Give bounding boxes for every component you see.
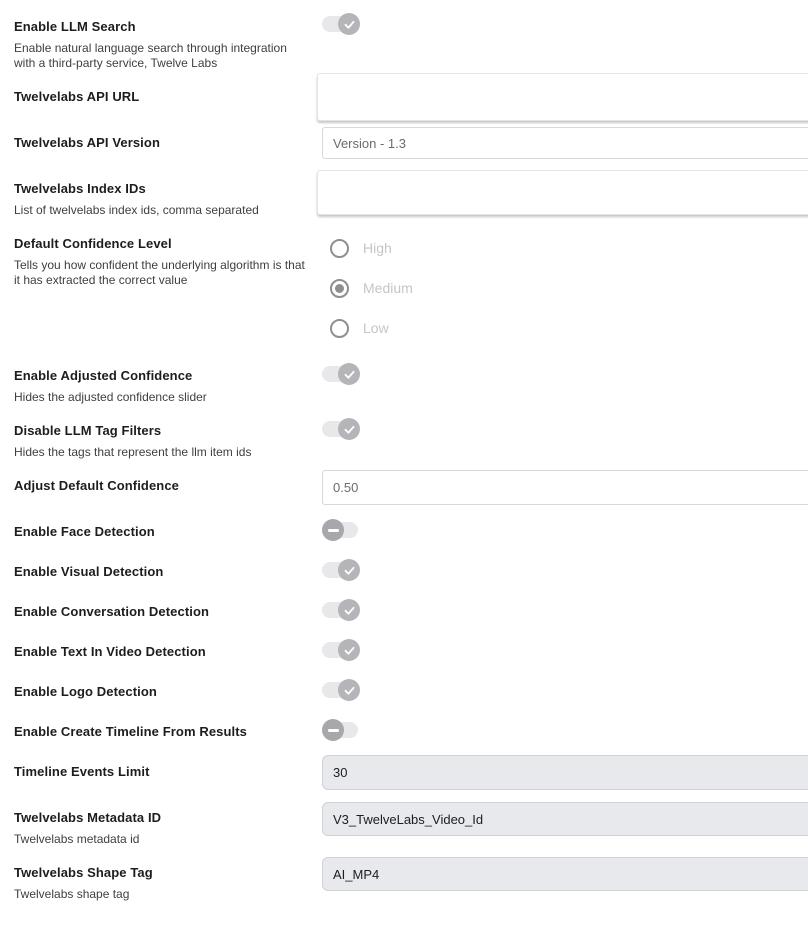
twelvelabs-shape-tag-input[interactable] xyxy=(322,857,808,891)
toggle-knob-check-icon xyxy=(338,559,360,581)
enable-conversation-detection-toggle[interactable] xyxy=(322,599,360,621)
setting-label: Enable Conversation Detection xyxy=(14,604,210,619)
default-confidence-radio-group xyxy=(330,238,413,358)
setting-enable-llm-search xyxy=(14,19,310,71)
radio-option-high[interactable] xyxy=(330,238,413,258)
setting-description: List of twelvelabs index ids, comma separated xyxy=(14,203,259,217)
setting-enable-logo-detection xyxy=(14,684,310,700)
toggle-knob-dash-icon xyxy=(322,519,344,541)
setting-label: Twelvelabs Index IDs xyxy=(14,181,146,196)
setting-label: Twelvelabs Shape Tag xyxy=(14,865,153,880)
twelvelabs-metadata-id-input[interactable] xyxy=(322,802,808,836)
toggle-knob-check-icon xyxy=(338,599,360,621)
setting-label: Timeline Events Limit xyxy=(14,764,150,779)
twelvelabs-api-url-textarea[interactable] xyxy=(317,73,808,121)
setting-twelvelabs-api-version xyxy=(14,135,310,151)
setting-label: Adjust Default Confidence xyxy=(14,478,180,493)
toggle-knob-check-icon xyxy=(338,363,360,385)
enable-create-timeline-from-results-toggle[interactable] xyxy=(322,719,360,741)
setting-description: Twelvelabs metadata id xyxy=(14,832,140,846)
setting-enable-text-in-video-detection xyxy=(14,644,310,660)
toggle-knob-check-icon xyxy=(338,418,360,440)
radio-circle-selected-icon xyxy=(330,279,349,298)
disable-llm-tag-filters-toggle[interactable] xyxy=(322,418,360,440)
setting-twelvelabs-index-ids xyxy=(14,181,310,218)
setting-label: Enable Face Detection xyxy=(14,524,155,539)
setting-enable-face-detection xyxy=(14,524,310,540)
toggle-knob-check-icon xyxy=(338,679,360,701)
radio-label: High xyxy=(363,240,392,256)
radio-option-medium[interactable] xyxy=(330,278,413,298)
enable-adjusted-confidence-toggle[interactable] xyxy=(322,363,360,385)
toggle-knob-check-icon xyxy=(338,639,360,661)
setting-label: Disable LLM Tag Filters xyxy=(14,423,162,438)
setting-enable-adjusted-confidence xyxy=(14,368,310,405)
setting-description: Hides the adjusted confidence slider xyxy=(14,390,207,404)
setting-description: Tells you how confident the underlying algorithm is that it has extracted the correct value xyxy=(14,258,305,287)
twelvelabs-index-ids-textarea[interactable] xyxy=(317,170,808,215)
enable-text-in-video-detection-toggle[interactable] xyxy=(322,639,360,661)
setting-enable-conversation-detection xyxy=(14,604,310,620)
toggle-knob-dash-icon xyxy=(322,719,344,741)
radio-label: Medium xyxy=(363,280,413,296)
adjust-default-confidence-input[interactable] xyxy=(322,470,808,505)
setting-label: Twelvelabs API URL xyxy=(14,89,140,104)
setting-label: Twelvelabs Metadata ID xyxy=(14,810,162,825)
enable-logo-detection-toggle[interactable] xyxy=(322,679,360,701)
radio-circle-icon xyxy=(330,239,349,258)
setting-enable-visual-detection xyxy=(14,564,310,580)
setting-twelvelabs-metadata-id xyxy=(14,810,310,847)
setting-twelvelabs-api-url xyxy=(14,89,310,105)
twelvelabs-api-version-select[interactable] xyxy=(322,127,808,159)
radio-option-low[interactable] xyxy=(330,318,413,338)
setting-twelvelabs-shape-tag xyxy=(14,865,310,902)
setting-label: Enable Adjusted Confidence xyxy=(14,368,193,383)
setting-label: Enable Logo Detection xyxy=(14,684,157,699)
enable-face-detection-toggle[interactable] xyxy=(322,519,360,541)
setting-label: Enable Create Timeline From Results xyxy=(14,724,247,739)
enable-llm-search-toggle[interactable] xyxy=(322,13,360,35)
setting-label: Twelvelabs API Version xyxy=(14,135,160,150)
setting-disable-llm-tag-filters xyxy=(14,423,310,460)
setting-adjust-default-confidence xyxy=(14,478,310,494)
radio-label: Low xyxy=(363,320,389,336)
setting-description: Enable natural language search through integration with a third-party service, Twelve Labs xyxy=(14,41,287,70)
enable-visual-detection-toggle[interactable] xyxy=(322,559,360,581)
toggle-knob-check-icon xyxy=(338,13,360,35)
timeline-events-limit-input[interactable] xyxy=(322,755,808,790)
setting-description: Twelvelabs shape tag xyxy=(14,887,130,901)
setting-enable-create-timeline-from-results xyxy=(14,724,310,740)
setting-default-confidence-level xyxy=(14,236,310,288)
setting-label: Enable Visual Detection xyxy=(14,564,164,579)
setting-description: Hides the tags that represent the llm item ids xyxy=(14,445,252,459)
radio-circle-icon xyxy=(330,319,349,338)
setting-label: Enable LLM Search xyxy=(14,19,136,34)
setting-timeline-events-limit xyxy=(14,764,310,780)
setting-label: Default Confidence Level xyxy=(14,236,172,251)
setting-label: Enable Text In Video Detection xyxy=(14,644,206,659)
